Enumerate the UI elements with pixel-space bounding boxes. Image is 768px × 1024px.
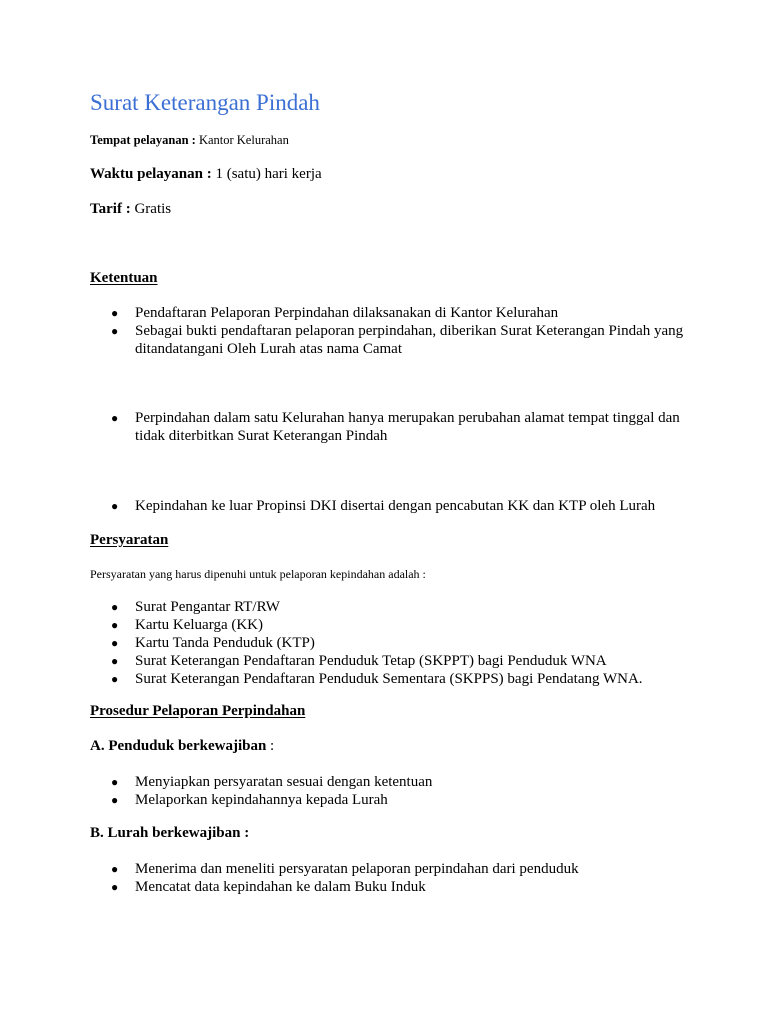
penduduk-label: A. Penduduk berkewajiban xyxy=(90,738,267,754)
bullet-icon: ● xyxy=(111,672,119,686)
bullet-icon: ● xyxy=(111,499,119,513)
tarif xyxy=(90,201,171,218)
list-item: ● Melaporkan kepindahannya kepada Lurah xyxy=(111,792,388,808)
list-item: ● Surat Keterangan Pendaftaran Penduduk Tetap (SKPPT) bagi Penduduk WNA xyxy=(111,653,607,669)
penduduk-suffix: : xyxy=(266,738,275,754)
page-title: Surat Keterangan Pindah xyxy=(90,90,320,115)
ketentuan-list-b xyxy=(90,409,690,445)
lurah-list xyxy=(90,860,690,896)
lurah-label: B. Lurah berkewajiban : xyxy=(90,825,250,841)
list-item: ● Mencatat data kepindahan ke dalam Buku Induk xyxy=(111,879,426,895)
tempat-pelayanan xyxy=(90,133,289,148)
persyaratan-list xyxy=(90,598,690,688)
tempat-value: Kantor Kelurahan xyxy=(198,133,289,147)
ketentuan-heading: Ketentuan xyxy=(90,270,158,286)
tarif-label: Tarif : xyxy=(90,201,131,217)
bullet-icon: ● xyxy=(111,306,119,320)
penduduk-subheading xyxy=(90,738,274,755)
bullet-icon: ● xyxy=(111,618,119,632)
list-item: ● Kepindahan ke luar Propinsi DKI disertai dengan pencabutan KK dan KTP oleh Lurah xyxy=(111,498,656,514)
persyaratan-intro: Persyaratan yang harus dipenuhi untuk pelaporan kepindahan adalah : xyxy=(90,567,426,581)
waktu-pelayanan xyxy=(90,166,322,183)
list-item: ● Surat Keterangan Pendaftaran Penduduk Sementara (SKPPS) bagi Pendatang WNA. xyxy=(111,671,643,687)
waktu-value: 1 (satu) hari kerja xyxy=(215,166,322,182)
list-item: ● Menyiapkan persyaratan sesuai dengan ketentuan xyxy=(111,774,433,790)
bullet-icon: ● xyxy=(111,775,119,789)
list-item: ● Pendaftaran Pelaporan Perpindahan dilaksanakan di Kantor Kelurahan xyxy=(111,305,559,321)
penduduk-list xyxy=(90,773,690,809)
prosedur-heading: Prosedur Pelaporan Perpindahan xyxy=(90,703,306,719)
list-item: ● Perpindahan dalam satu Kelurahan hanya merupakan perubahan alamat tempat tinggal dan tidak diterbitkan Surat Keterangan Pindah xyxy=(111,410,680,444)
bullet-icon: ● xyxy=(111,880,119,894)
list-item: ● Kartu Tanda Penduduk (KTP) xyxy=(111,635,315,651)
ketentuan-list-a xyxy=(90,304,690,358)
list-item: ● Menerima dan meneliti persyaratan pelaporan perpindahan dari penduduk xyxy=(111,861,579,877)
lurah-subheading xyxy=(90,825,249,842)
bullet-icon: ● xyxy=(111,324,119,338)
tempat-label: Tempat pelayanan : xyxy=(90,133,196,147)
bullet-icon: ● xyxy=(111,654,119,668)
bullet-icon: ● xyxy=(111,862,119,876)
bullet-icon: ● xyxy=(111,600,119,614)
bullet-icon: ● xyxy=(111,793,119,807)
bullet-icon: ● xyxy=(111,636,119,650)
list-item: ● Kartu Keluarga (KK) xyxy=(111,617,264,633)
list-item: ● Sebagai bukti pendaftaran pelaporan perpindahan, diberikan Surat Keterangan Pindah yang ditandatangani Oleh Lurah atas nama Camat xyxy=(111,323,684,357)
waktu-label: Waktu pelayanan : xyxy=(90,166,212,182)
list-item: ● Surat Pengantar RT/RW xyxy=(111,599,280,615)
ketentuan-list-c xyxy=(90,497,690,515)
tarif-value: Gratis xyxy=(134,201,172,217)
bullet-icon: ● xyxy=(111,411,119,425)
persyaratan-heading: Persyaratan xyxy=(90,532,169,548)
